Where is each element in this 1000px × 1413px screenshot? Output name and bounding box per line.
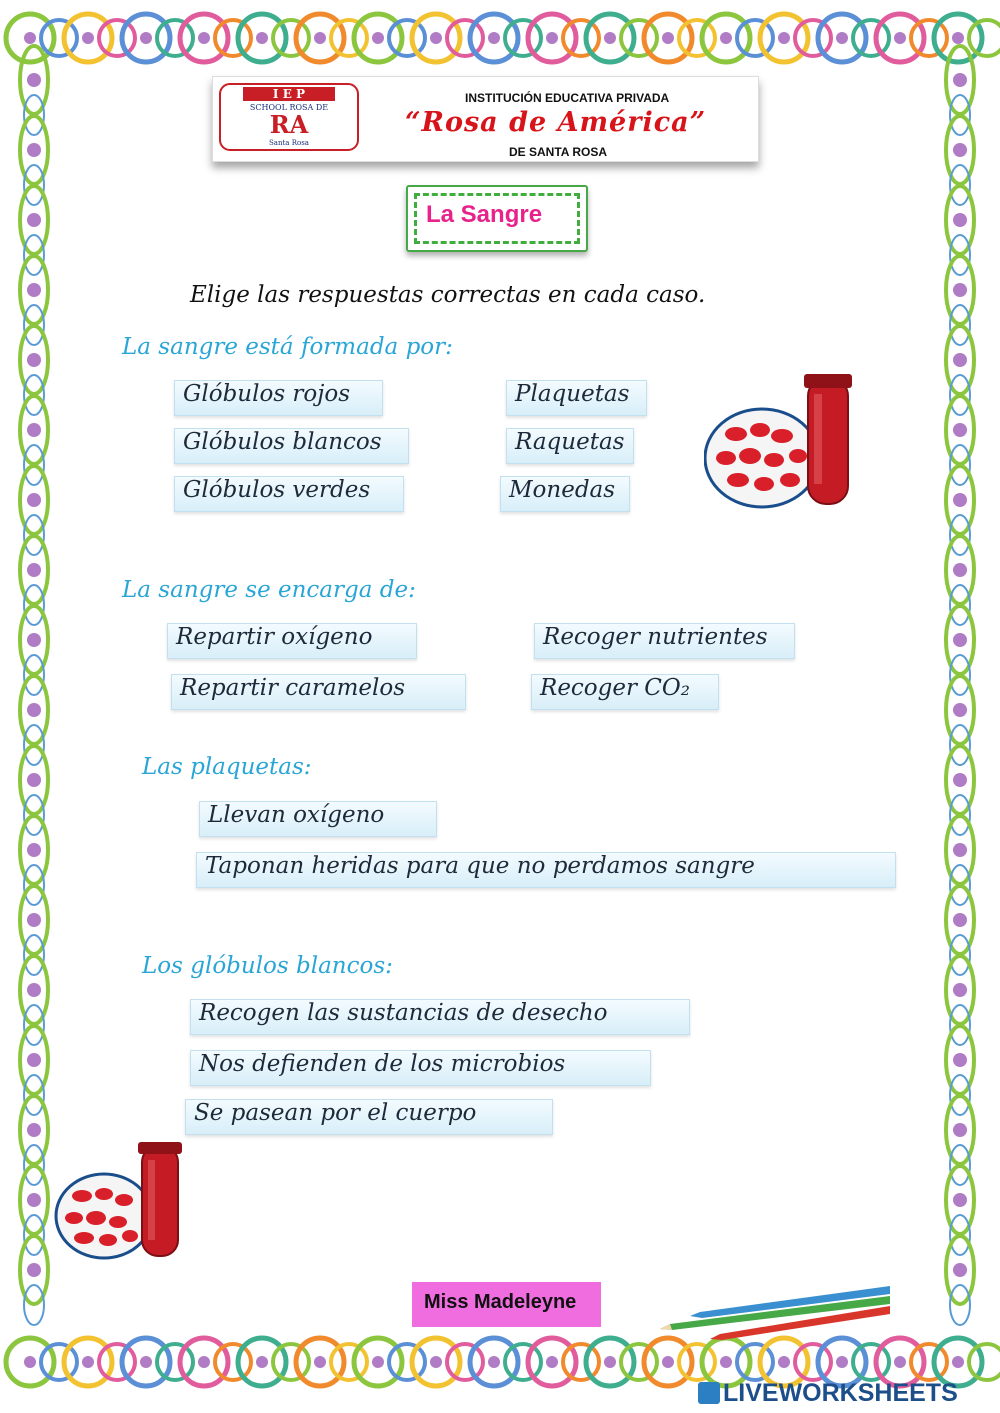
logo-iep-text: I E P	[272, 87, 306, 101]
school-location: DE SANTA ROSA	[509, 145, 608, 159]
school-name: “Rosa de América”	[405, 107, 707, 138]
watermark-text: LIVEWORKSHEETS	[723, 1379, 958, 1407]
option-raquetas[interactable]: Raquetas	[506, 428, 634, 464]
option-plaquetas[interactable]: Plaquetas	[506, 380, 647, 416]
logo-school-text: SCHOOL ROSA DE	[249, 103, 329, 112]
blood-tube-illustration	[54, 1140, 184, 1262]
option-recoger-nutrientes[interactable]: Recoger nutrientes	[534, 623, 795, 659]
school-header-banner	[212, 76, 759, 162]
option-se-pasean[interactable]: Se pasean por el cuerpo	[185, 1099, 553, 1135]
option-llevan-oxigeno[interactable]: Llevan oxígeno	[199, 801, 437, 837]
option-nos-defienden[interactable]: Nos defienden de los microbios	[190, 1050, 651, 1086]
question-3: Las plaquetas:	[142, 754, 312, 780]
teacher-name: Miss Madeleyne	[424, 1291, 577, 1313]
liveworksheets-watermark	[698, 1379, 958, 1408]
option-globulos-verdes[interactable]: Glóbulos verdes	[174, 476, 404, 512]
worksheet-title-box	[406, 185, 588, 252]
option-recoger-co2[interactable]: Recoger CO₂	[531, 674, 719, 710]
option-globulos-blancos[interactable]: Glóbulos blancos	[174, 428, 409, 464]
logo-initials: RA	[269, 110, 309, 139]
option-globulos-rojos[interactable]: Glóbulos rojos	[174, 380, 383, 416]
school-logo	[219, 83, 359, 151]
worksheet-title: La Sangre	[426, 201, 543, 228]
pencils-illustration	[640, 1282, 890, 1342]
liveworksheets-logo-icon	[698, 1382, 720, 1404]
question-2: La sangre se encarga de:	[122, 577, 416, 603]
question-1: La sangre está formada por:	[122, 334, 453, 360]
option-repartir-caramelos[interactable]: Repartir caramelos	[171, 674, 466, 710]
option-taponan-heridas[interactable]: Taponan heridas para que no perdamos sangre	[196, 852, 896, 888]
blood-cells-illustration	[704, 372, 854, 514]
option-monedas[interactable]: Monedas	[500, 476, 630, 512]
teacher-signature-box	[412, 1282, 601, 1327]
instruction-text: Elige las respuestas correctas en cada caso.	[190, 282, 706, 308]
option-repartir-oxigeno[interactable]: Repartir oxígeno	[167, 623, 417, 659]
logo-bottom-text: Santa Rosa	[269, 139, 309, 147]
option-recogen-desecho[interactable]: Recogen las sustancias de desecho	[190, 999, 690, 1035]
school-type: INSTITUCIÓN EDUCATIVA PRIVADA	[465, 91, 670, 105]
question-4: Los glóbulos blancos:	[142, 953, 393, 979]
